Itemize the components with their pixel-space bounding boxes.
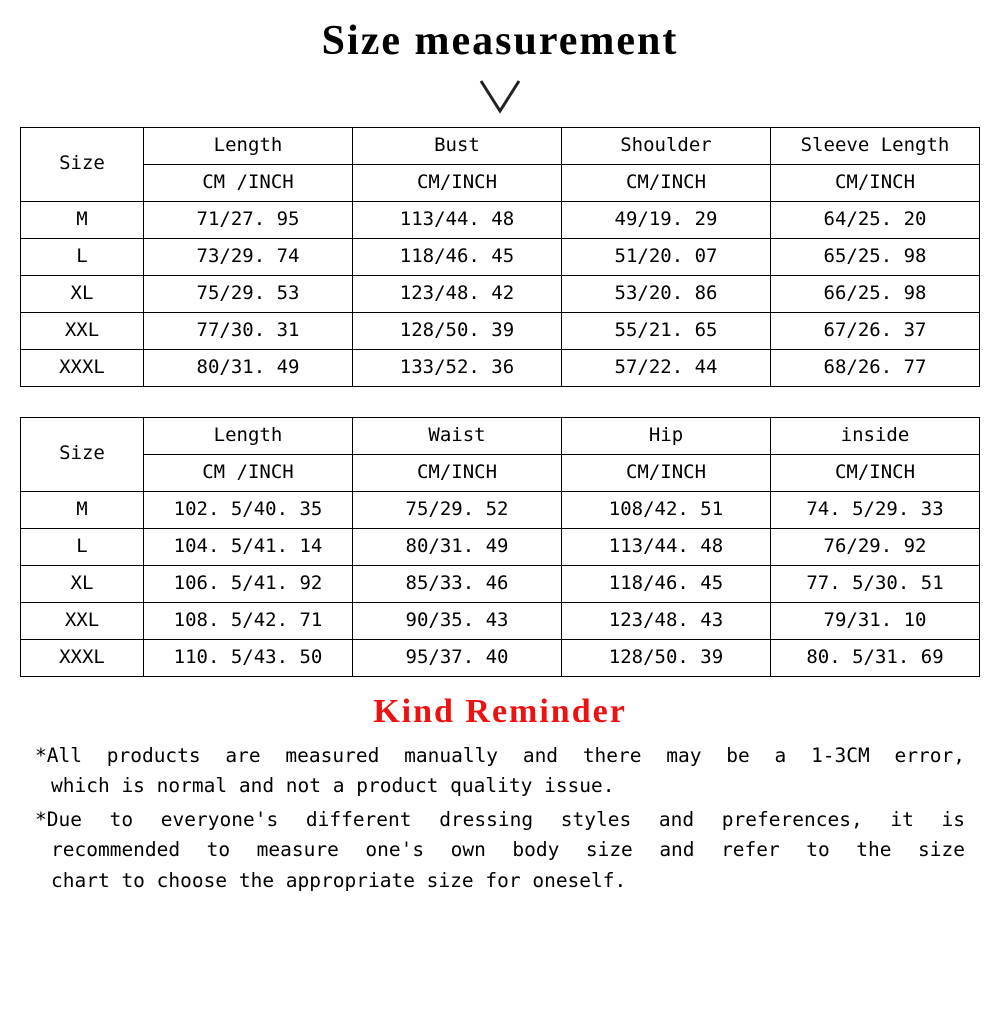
column-header: inside (771, 417, 980, 454)
table-cell: 104. 5/41. 14 (144, 528, 353, 565)
unit-header: CM/INCH (562, 454, 771, 491)
row-size-label: XL (21, 565, 144, 602)
table-cell: 90/35. 43 (353, 602, 562, 639)
table-divider-space (0, 387, 1000, 417)
table-cell: 113/44. 48 (562, 528, 771, 565)
table-cell: 108/42. 51 (562, 491, 771, 528)
unit-header: CM/INCH (562, 164, 771, 201)
bottom-size-chart-table (20, 417, 980, 677)
table-cell: 85/33. 46 (353, 565, 562, 602)
note-line: recommended to measure one's own body size and refer to the size (51, 838, 965, 862)
row-size-label: M (21, 491, 144, 528)
table-cell: 75/29. 52 (353, 491, 562, 528)
unit-header: CM/INCH (353, 164, 562, 201)
unit-header: CM /INCH (144, 164, 353, 201)
table-row (21, 275, 980, 312)
note-item (35, 805, 965, 896)
row-size-label: M (21, 201, 144, 238)
table-cell: 106. 5/41. 92 (144, 565, 353, 602)
table-cell: 80. 5/31. 69 (771, 639, 980, 676)
table-cell: 113/44. 48 (353, 201, 562, 238)
table-cell: 75/29. 53 (144, 275, 353, 312)
unit-header: CM/INCH (771, 454, 980, 491)
unit-header: CM /INCH (144, 454, 353, 491)
unit-header: CM/INCH (771, 164, 980, 201)
row-size-label: L (21, 238, 144, 275)
table-cell: 118/46. 45 (353, 238, 562, 275)
table-unit-row (21, 454, 980, 491)
table-cell: 57/22. 44 (562, 349, 771, 386)
table-cell: 77. 5/30. 51 (771, 565, 980, 602)
table-cell: 133/52. 36 (353, 349, 562, 386)
table-cell: 73/29. 74 (144, 238, 353, 275)
size-chart-page (0, 16, 1000, 1016)
note-line: *Due to everyone's different dressing styles and preferences, it is (35, 808, 965, 832)
table-cell: 123/48. 42 (353, 275, 562, 312)
row-size-label: XXL (21, 312, 144, 349)
table-header-row (21, 127, 980, 164)
table-cell: 108. 5/42. 71 (144, 602, 353, 639)
table-row (21, 491, 980, 528)
top-size-chart-table (20, 127, 980, 387)
table-cell: 80/31. 49 (144, 349, 353, 386)
table-row (21, 639, 980, 676)
column-header: Length (144, 417, 353, 454)
table-row (21, 312, 980, 349)
row-size-label: XXL (21, 602, 144, 639)
reminder-notes (35, 741, 965, 896)
table-cell: 123/48. 43 (562, 602, 771, 639)
table-cell: 118/46. 45 (562, 565, 771, 602)
table-cell: 71/27. 95 (144, 201, 353, 238)
table-row (21, 528, 980, 565)
table-cell: 102. 5/40. 35 (144, 491, 353, 528)
note-item (35, 741, 965, 801)
table-cell: 49/19. 29 (562, 201, 771, 238)
chevron-down-icon (0, 74, 1000, 116)
column-header: Length (144, 127, 353, 164)
table-cell: 128/50. 39 (562, 639, 771, 676)
column-header: Waist (353, 417, 562, 454)
note-line: which is normal and not a product quality issue. (51, 774, 615, 798)
table-row (21, 238, 980, 275)
table-cell: 76/29. 92 (771, 528, 980, 565)
kind-reminder-heading: Kind Reminder (373, 692, 627, 730)
table-cell: 74. 5/29. 33 (771, 491, 980, 528)
table-cell: 55/21. 65 (562, 312, 771, 349)
column-header: Hip (562, 417, 771, 454)
table-cell: 66/25. 98 (771, 275, 980, 312)
table-cell: 68/26. 77 (771, 349, 980, 386)
column-header: Shoulder (562, 127, 771, 164)
row-size-label: XL (21, 275, 144, 312)
note-line: *All products are measured manually and there may be a 1-3CM error, (35, 743, 965, 767)
row-size-label: XXXL (21, 639, 144, 676)
table-row (21, 349, 980, 386)
table-cell: 95/37. 40 (353, 639, 562, 676)
table-cell: 128/50. 39 (353, 312, 562, 349)
table-cell: 110. 5/43. 50 (144, 639, 353, 676)
table-unit-row (21, 164, 980, 201)
table-cell: 53/20. 86 (562, 275, 771, 312)
size-column-header: Size (21, 127, 144, 201)
table-cell: 79/31. 10 (771, 602, 980, 639)
table-cell: 51/20. 07 (562, 238, 771, 275)
table-cell: 67/26. 37 (771, 312, 980, 349)
table-cell: 77/30. 31 (144, 312, 353, 349)
table-cell: 64/25. 20 (771, 201, 980, 238)
page-title: Size measurement (321, 18, 679, 64)
table-row (21, 602, 980, 639)
column-header: Sleeve Length (771, 127, 980, 164)
size-column-header: Size (21, 417, 144, 491)
table-row (21, 565, 980, 602)
row-size-label: XXXL (21, 349, 144, 386)
table-header-row (21, 417, 980, 454)
table-cell: 80/31. 49 (353, 528, 562, 565)
table-cell: 65/25. 98 (771, 238, 980, 275)
note-line: chart to choose the appropriate size for oneself. (51, 868, 627, 892)
column-header: Bust (353, 127, 562, 164)
row-size-label: L (21, 528, 144, 565)
table-row (21, 201, 980, 238)
unit-header: CM/INCH (353, 454, 562, 491)
